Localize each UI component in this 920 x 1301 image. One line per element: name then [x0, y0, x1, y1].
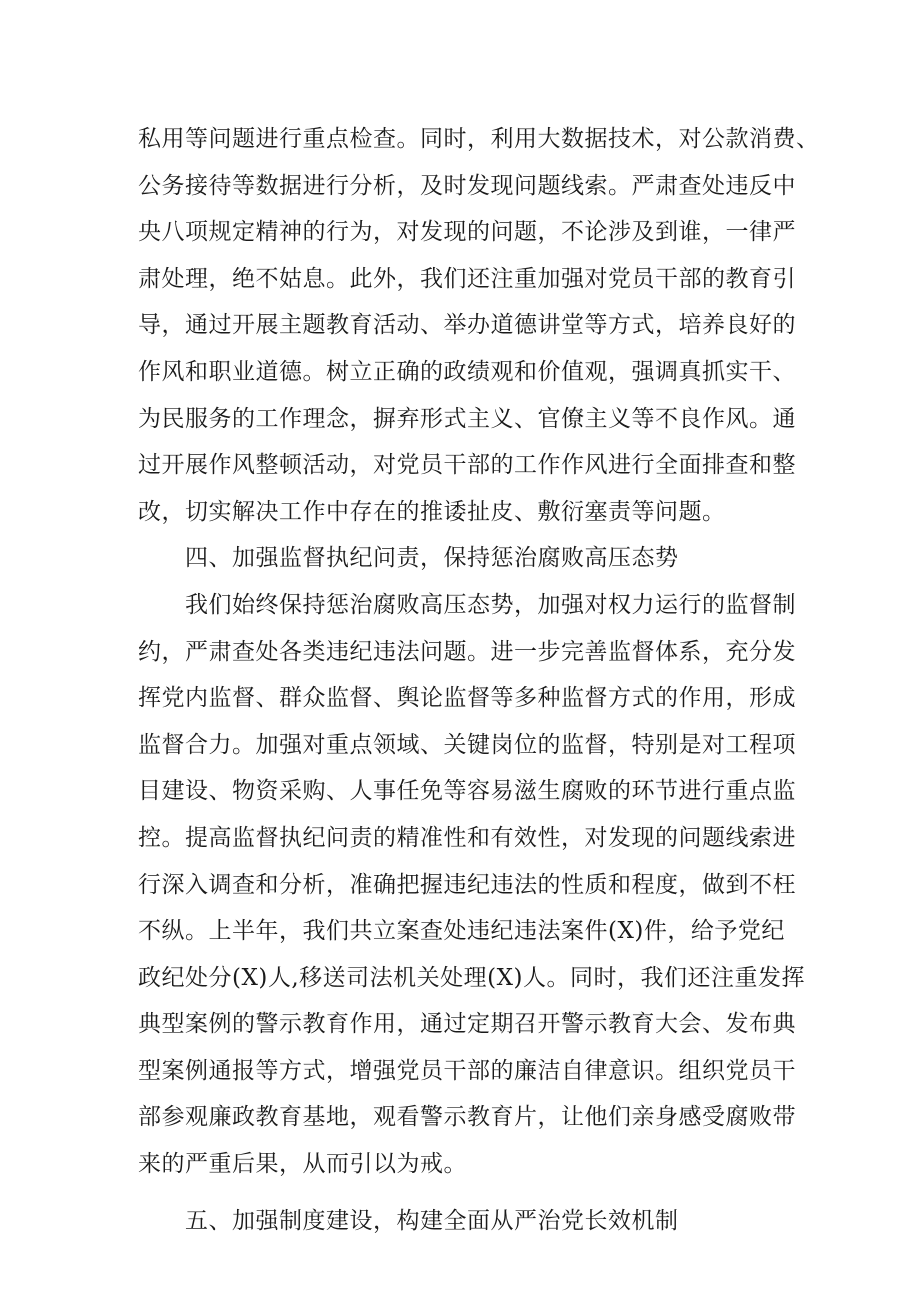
paragraph-line: 不纵。上半年，我们共立案查处违纪违法案件(X)件，给予党纪: [138, 918, 785, 945]
paragraph-line: 肃处理，绝不姑息。此外，我们还注重加强对党员干部的教育引: [138, 265, 796, 292]
paragraph-line: 改，切实解决工作中存在的推诿扯皮、敷衍塞责等问题。: [138, 498, 726, 525]
paragraph-line: 政纪处分(X)人,移送司法机关处理(X)人。同时，我们还注重发挥: [138, 964, 805, 991]
paragraph-line: 作风和职业道德。树立正确的政绩观和价值观，强调真抓实干、: [138, 358, 796, 385]
paragraph-line: 来的严重后果，从而引以为戒。: [138, 1151, 467, 1178]
paragraph-line: 型案例通报等方式，增强党员干部的廉洁自律意识。组织党员干: [138, 1057, 796, 1084]
document-body: [138, 116, 820, 1244]
paragraph-line: 央八项规定精神的行为，对发现的问题，不论涉及到谁，一律严: [138, 219, 796, 246]
paragraph-line: 约，严肃查处各类违纪违法问题。进一步完善监督体系，充分发: [138, 638, 796, 665]
paragraph-line: 导，通过开展主题教育活动、举办道德讲堂等方式，培养良好的: [138, 312, 796, 339]
section-heading-five: 五、加强制度建设，构建全面从严治党长效机制: [185, 1207, 679, 1234]
paragraph-line: 行深入调查和分析，准确把握违纪违法的性质和程度，做到不枉: [138, 871, 796, 898]
section-heading-four: 四、加强监督执纪问责，保持惩治腐败高压态势: [185, 545, 679, 572]
paragraph-line: 我们始终保持惩治腐败高压态势，加强对权力运行的监督制: [185, 591, 796, 618]
paragraph-line: 部参观廉政教育基地，观看警示教育片，让他们亲身感受腐败带: [138, 1104, 796, 1131]
paragraph-line: 过开展作风整顿活动，对党员干部的工作作风进行全面排查和整: [138, 452, 796, 479]
paragraph-line: 监督合力。加强对重点领域、关键岗位的监督，特别是对工程项: [138, 731, 796, 758]
paragraph-line: 典型案例的警示教育作用，通过定期召开警示教育大会、发布典: [138, 1011, 796, 1038]
paragraph-line: 控。提高监督执纪问责的精准性和有效性，对发现的问题线索进: [138, 824, 796, 851]
paragraph-line: 挥党内监督、群众监督、舆论监督等多种监督方式的作用，形成: [138, 685, 796, 712]
paragraph-line: 为民服务的工作理念，摒弃形式主义、官僚主义等不良作风。通: [138, 405, 796, 432]
paragraph-line: 目建设、物资采购、人事任免等容易滋生腐败的环节进行重点监: [138, 778, 796, 805]
paragraph-line: 私用等问题进行重点检查。同时，利用大数据技术，对公款消费、: [138, 126, 820, 152]
paragraph-line: 公务接待等数据进行分析，及时发现问题线索。严肃查处违反中: [138, 172, 796, 199]
